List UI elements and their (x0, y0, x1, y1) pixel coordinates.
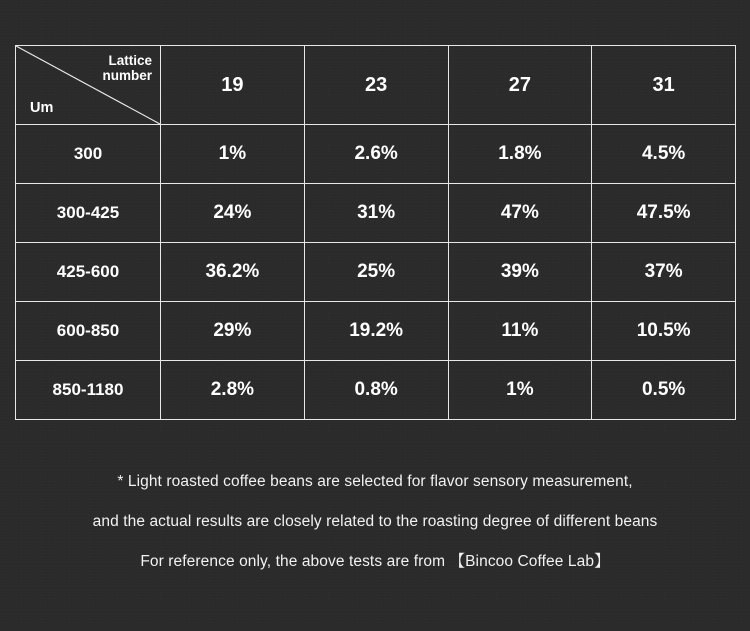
column-header-19: 19 (161, 46, 305, 125)
footnote-line-2: and the actual results are closely related to the roasting degree of different beans (92, 513, 658, 530)
table-corner-header (16, 46, 161, 125)
row-label-425-600: 425-600 (16, 243, 161, 302)
cell-300-425-19: 24% (161, 184, 305, 243)
footnote-line-1: * Light roasted coffee beans are selected for flavor sensory measurement, (117, 473, 633, 490)
cell-300-19: 1% (161, 125, 305, 184)
row-label-300: 300 (16, 125, 161, 184)
cell-850-1180-23: 0.8% (304, 361, 448, 420)
cell-850-1180-31: 0.5% (592, 361, 736, 420)
cell-850-1180-19: 2.8% (161, 361, 305, 420)
corner-column-label: Lattice number (102, 53, 152, 83)
column-header-27: 27 (448, 46, 592, 125)
cell-600-850-31: 10.5% (592, 302, 736, 361)
table-row (16, 184, 736, 243)
column-header-23: 23 (304, 46, 448, 125)
cell-425-600-23: 25% (304, 243, 448, 302)
cell-850-1180-27: 1% (448, 361, 592, 420)
corner-row-label: Um (30, 100, 54, 116)
footnotes (0, 462, 750, 582)
row-label-850-1180: 850-1180 (16, 361, 161, 420)
cell-425-600-31: 37% (592, 243, 736, 302)
column-header-31: 31 (592, 46, 736, 125)
cell-300-31: 4.5% (592, 125, 736, 184)
cell-300-27: 1.8% (448, 125, 592, 184)
table-row (16, 243, 736, 302)
cell-300-425-31: 47.5% (592, 184, 736, 243)
cell-600-850-19: 29% (161, 302, 305, 361)
cell-600-850-23: 19.2% (304, 302, 448, 361)
cell-300-425-23: 31% (304, 184, 448, 243)
row-label-300-425: 300-425 (16, 184, 161, 243)
cell-425-600-19: 36.2% (161, 243, 305, 302)
cell-300-23: 2.6% (304, 125, 448, 184)
table-row (16, 302, 736, 361)
cell-425-600-27: 39% (448, 243, 592, 302)
table-row (16, 125, 736, 184)
table-row (16, 361, 736, 420)
table-header-row (16, 46, 736, 125)
cell-600-850-27: 11% (448, 302, 592, 361)
row-label-600-850: 600-850 (16, 302, 161, 361)
grind-distribution-table (15, 45, 736, 420)
cell-300-425-27: 47% (448, 184, 592, 243)
footnote-line-3: For reference only, the above tests are from 【Bincoo Coffee Lab】 (140, 553, 610, 570)
